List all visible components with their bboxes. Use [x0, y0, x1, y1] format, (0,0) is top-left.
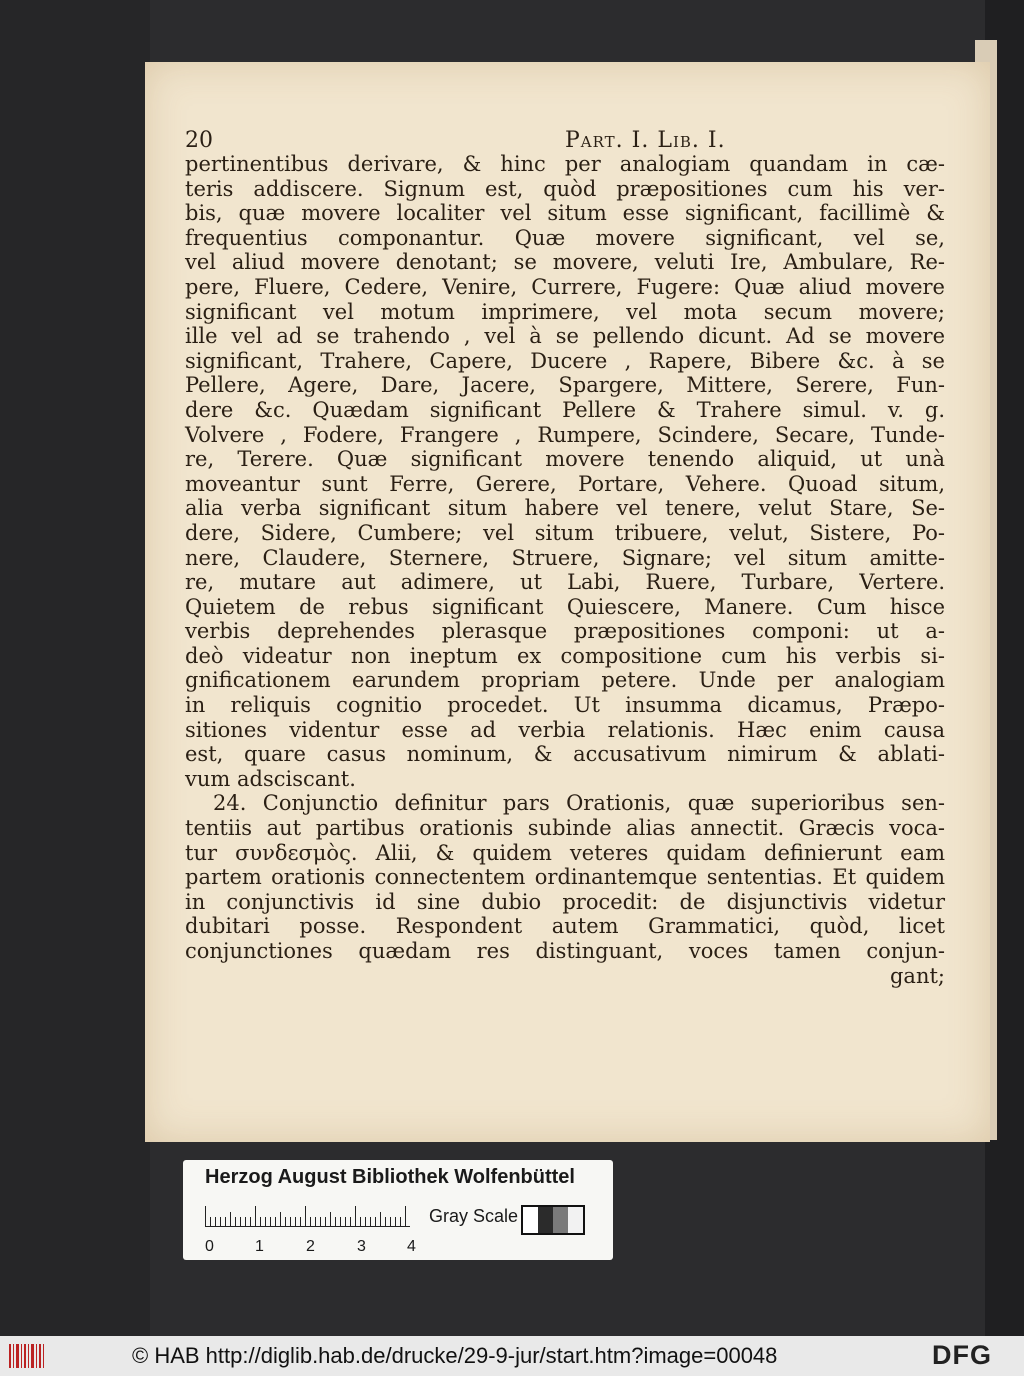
ruler-tick — [220, 1217, 221, 1226]
text-line: gant; — [889, 963, 945, 988]
copyright-url: © HAB http://diglib.hab.de/drucke/29-9-jur/start.htm?image=00048 — [132, 1343, 778, 1368]
text-line: Volvere , Fodere, Frangere , Rumpere, Scindere, Secare, Tunde- — [185, 422, 945, 447]
ruler-tick — [245, 1217, 246, 1226]
library-name: Herzog August Bibliothek Wolfenbüttel — [205, 1166, 575, 1188]
ruler-tick — [300, 1217, 301, 1226]
text-line: alia verba significant situm habere vel tenere, velut Stare, Se- — [185, 496, 945, 521]
text-line: in conjunctivis id sine dubio procedit: de disjunctivis videtur — [185, 889, 945, 914]
ruler-tick — [365, 1217, 366, 1226]
ruler-tick — [360, 1217, 361, 1226]
text-line: vel aliud movere denotant; se movere, veluti Ire, Ambulare, Re- — [185, 250, 945, 275]
text-line: ille vel ad se trahendo , vel à se pellendo dicunt. Ad se movere — [185, 324, 945, 349]
page-number: 20 — [185, 128, 213, 153]
text-line: nere, Claudere, Sternere, Struere, Signare; vel situm amitte- — [185, 545, 945, 570]
text-line: partem orationis connectentem ordinantemque sententias. Et quidem — [185, 865, 945, 890]
ruler-tick — [270, 1217, 271, 1226]
text-line: pertinentibus derivare, & hinc per analogiam quandam in cæ- — [185, 152, 945, 176]
ruler-tick — [390, 1217, 391, 1226]
text-line: re, Terere. Quæ significant movere tenendo aliquid, ut unà — [185, 447, 945, 472]
text-line: re, mutare aut adimere, ut Labi, Ruere, Turbare, Vertere. — [185, 570, 945, 595]
gray-swatch — [538, 1207, 553, 1233]
ruler-tick — [335, 1217, 336, 1226]
text-line: dere &c. Quædam significant Pellere & Trahere simul. v. g. — [185, 397, 945, 422]
scale-number: 0 — [205, 1238, 214, 1255]
background-cloth-left — [0, 0, 150, 1336]
scale-number: 3 — [357, 1238, 366, 1255]
ruler-tick — [330, 1212, 331, 1226]
ruler-tick — [315, 1217, 316, 1226]
ruler-tick — [290, 1217, 291, 1226]
ruler-tick — [320, 1217, 321, 1226]
text-line: vum adsciscant. — [185, 766, 356, 791]
ruler-tick — [240, 1217, 241, 1226]
text-line: frequentius componantur. Quæ movere significant, vel se, — [185, 225, 945, 250]
ruler-tick — [260, 1217, 261, 1226]
text-line: significant, Trahere, Capere, Ducere , Rapere, Bibere &c. à se — [185, 348, 945, 373]
text-line: tur συνδεσμὸς. Alii, & quidem veteres quidam definierunt eam — [185, 840, 945, 865]
footer-bar — [0, 1336, 1024, 1376]
text-line: est, quare casus nominum, & accusativum nimirum & ablati- — [185, 742, 945, 767]
colour-reference-card — [183, 1160, 613, 1260]
text-line: gnificationem earundem propriam petere. Unde per analogiam — [185, 668, 945, 693]
ruler-tick — [375, 1217, 376, 1226]
ruler-tick — [295, 1217, 296, 1226]
ruler-tick — [215, 1217, 216, 1226]
text-line: in reliquis cognitio procedet. Ut insumma dicamus, Præpo- — [185, 693, 945, 718]
text-line: conjunctiones quædam res distinguant, voces tamen conjun- — [185, 939, 945, 963]
text-line: tentiis aut partibus orationis subinde alias annectit. Græcis voca- — [185, 816, 945, 841]
ruler-tick — [285, 1217, 286, 1226]
ruler-tick — [280, 1212, 281, 1226]
running-title: Part. I. Lib. I. — [565, 128, 726, 153]
scale-ruler — [205, 1204, 410, 1227]
ruler-tick — [310, 1217, 311, 1226]
ruler-tick — [405, 1206, 406, 1226]
ruler-tick — [350, 1217, 351, 1226]
ruler-tick — [340, 1217, 341, 1226]
ruler-tick — [275, 1217, 276, 1226]
text-line: 24. Conjunctio definitur pars Orationis, quæ superioribus sen- — [213, 791, 945, 816]
body-text — [185, 152, 945, 988]
ruler-tick — [305, 1206, 306, 1226]
ruler-tick — [380, 1212, 381, 1226]
ruler-tick — [400, 1217, 401, 1226]
ruler-tick — [235, 1217, 236, 1226]
text-line: Quietem de rebus significant Quiescere, Manere. Cum hisce — [185, 594, 945, 619]
ruler-tick — [250, 1217, 251, 1226]
text-line: deò videatur non ineptum ex compositione cum his verbis si- — [185, 643, 945, 668]
ruler-tick — [370, 1217, 371, 1226]
ruler-tick — [345, 1217, 346, 1226]
ruler-tick — [395, 1217, 396, 1226]
dfg-logo: DFG — [932, 1340, 992, 1370]
text-line: sitiones videntur esse ad verbia relationis. Hæc enim causa — [185, 717, 945, 742]
text-line: moveantur sunt Ferre, Gerere, Portare, Vehere. Quoad situm, — [185, 471, 945, 496]
ruler-tick — [225, 1217, 226, 1226]
text-line: teris addiscere. Signum est, quòd præpositiones cum his ver- — [185, 176, 945, 201]
text-line: significant vel motum imprimere, vel mota secum movere; — [185, 299, 945, 324]
scale-number: 1 — [255, 1238, 264, 1255]
ruler-tick — [205, 1206, 206, 1226]
gray-swatch — [523, 1207, 538, 1233]
gray-scale-swatches — [521, 1205, 585, 1235]
gray-scale-label: Gray Scale — [429, 1206, 519, 1226]
ruler-tick — [355, 1206, 356, 1226]
scale-number: 4 — [407, 1238, 416, 1255]
scale-number: 2 — [306, 1238, 315, 1255]
gray-swatch — [553, 1207, 568, 1233]
text-line: verbis deprehendes plerasque præpositiones componi: ut a- — [185, 619, 945, 644]
ruler-tick — [265, 1217, 266, 1226]
text-line: Pellere, Agere, Dare, Jacere, Spargere, Mittere, Serere, Fun- — [185, 373, 945, 398]
gray-swatch — [568, 1207, 583, 1233]
barcode-icon — [8, 1342, 48, 1370]
text-line: pere, Fluere, Cedere, Venire, Currere, Fugere: Quæ aliud movere — [185, 274, 945, 299]
text-line: dubitari posse. Respondent autem Grammatici, quòd, licet — [185, 914, 945, 939]
text-line: dere, Sidere, Cumbere; vel situm tribuere, velut, Sistere, Po- — [185, 520, 945, 545]
ruler-tick — [385, 1217, 386, 1226]
ruler-tick — [210, 1217, 211, 1226]
ruler-tick — [230, 1212, 231, 1226]
ruler-tick — [325, 1217, 326, 1226]
ruler-tick — [255, 1206, 256, 1226]
text-line: bis, quæ movere localiter vel situm esse significant, facillimè & — [185, 201, 945, 226]
